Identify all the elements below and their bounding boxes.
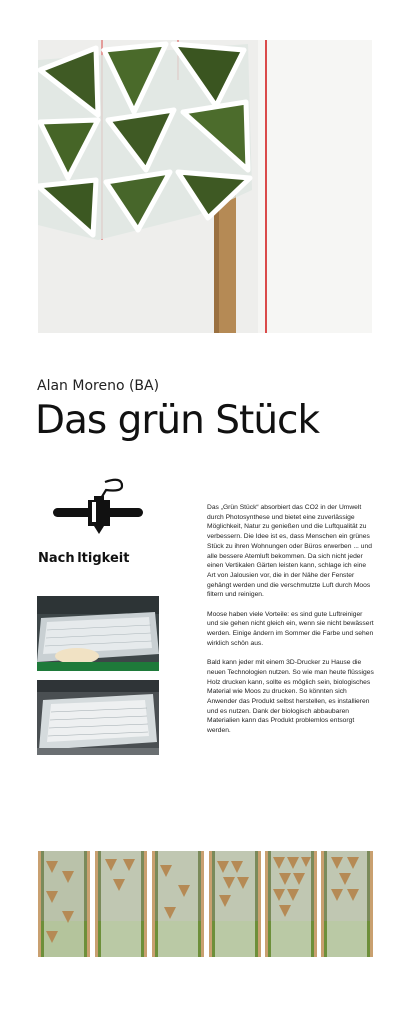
- paragraph: Moose haben viele Vorteile: es sind gute Luftreiniger und sie gehen nicht gleich ein, wenn sie nicht bewässert werden. Einige ändern im Sommer die Farbe und sehen wirklich schön aus.: [207, 610, 374, 647]
- window-panel-photo: [38, 851, 90, 957]
- paragraph: Das „Grün Stück“ absorbiert das CO2 in der Umwelt durch Photosynthese und bietet eine zuverlässige Möglichkeit, Natur zu genießen und die Luftqualität zu verbessern. Die Idee ist es, dass Menschen ein grünes Stück zu ihren Wohnungen oder Büros erwerben ... und alle bessere Atemluft bekommen. Da sich nicht jeder einen Vertikalen Gärten leisten kann, schlage ich eine Art von Jalousien vor, die in der Nähe der Fenster gehängt werden und die verschmutzte Luft durch Moos filtern und reinigen.: [207, 504, 372, 599]
- window-panel-photo: [209, 851, 261, 957]
- description-text: [207, 503, 375, 746]
- hero-photo: [38, 40, 372, 333]
- paragraph: Bald kann jeder mit einem 3D-Drucker zu Hause die neuen Technologien nutzen. So wie man heute flüssiges Holz drucken kann, sollte es möglich sein, biologisches Material wie Moos zu drucken. So könnten sich Anwender das Produkt selbst herstellen, es installieren und es nutzen. Dank der biologisch abbaubaren Materialien kann das Produkt problemlos entsorgt werden.: [207, 659, 374, 735]
- window-panel-photo: [152, 851, 204, 957]
- moss-panels-illustration: [38, 40, 372, 333]
- printing-photo: [37, 596, 159, 671]
- logo-wordmark: Nach ltigkeit: [38, 551, 130, 566]
- window-panel-photo: [265, 851, 317, 957]
- page-title: Das grün Stück: [35, 398, 320, 443]
- 3d-printer-icon: [50, 478, 146, 558]
- window-panel-photo: [321, 851, 373, 957]
- printing-photo: [37, 680, 159, 755]
- author-name: Alan Moreno (BA): [37, 378, 160, 394]
- window-panel-photo: [95, 851, 147, 957]
